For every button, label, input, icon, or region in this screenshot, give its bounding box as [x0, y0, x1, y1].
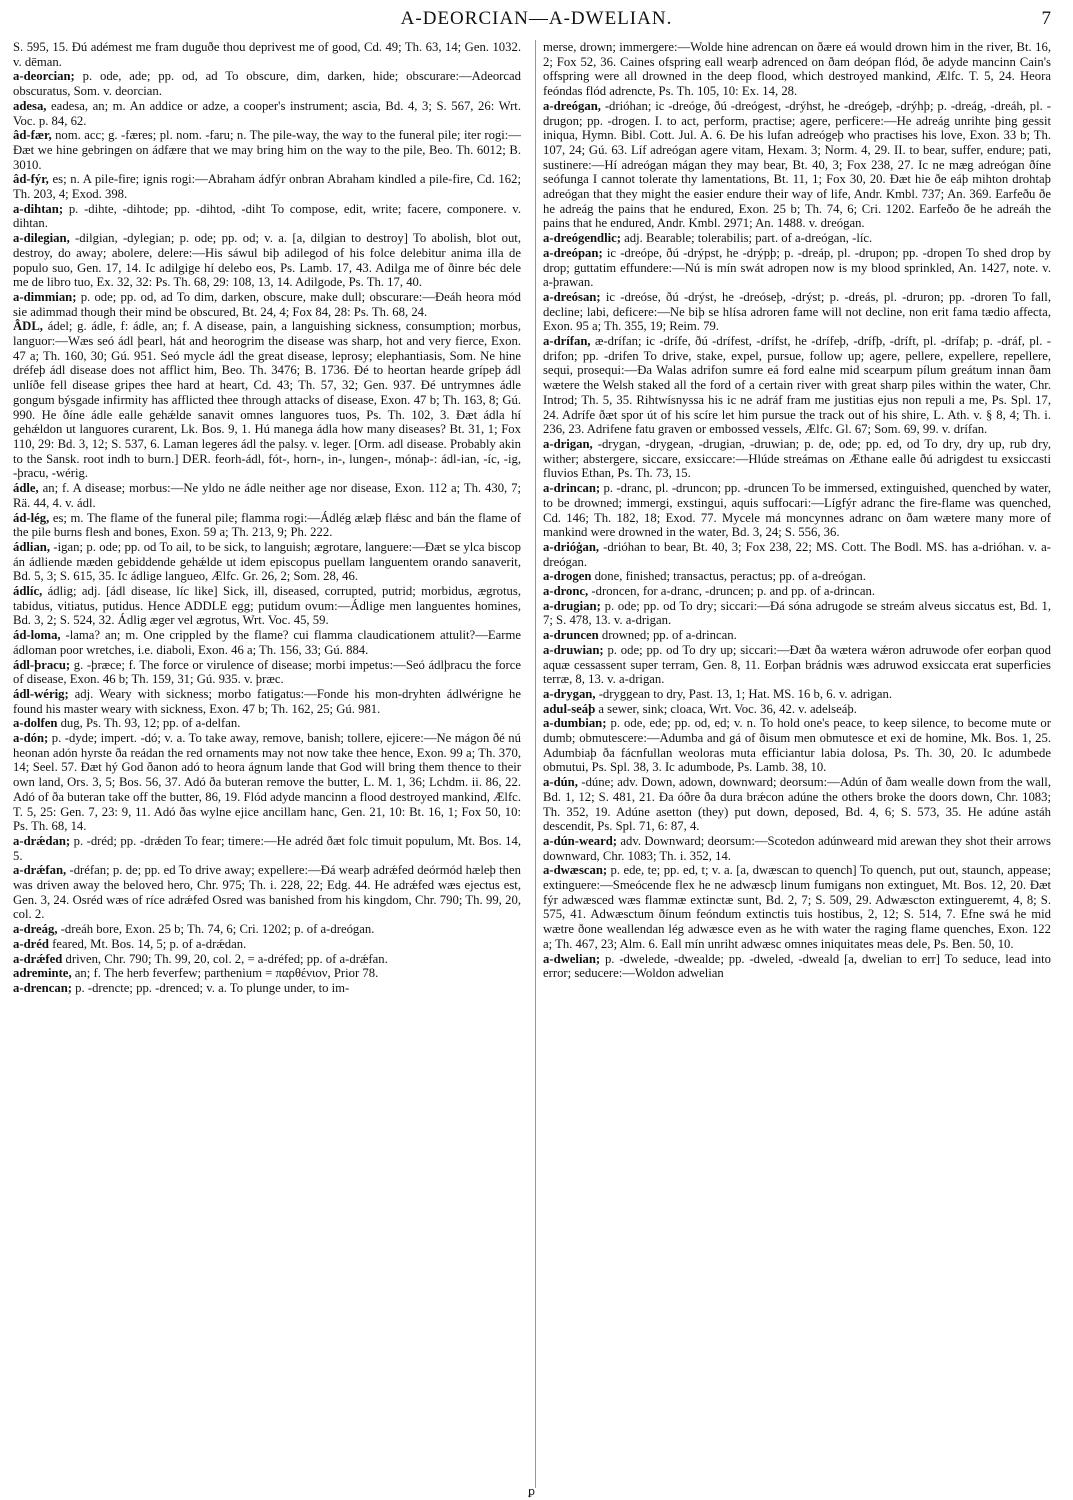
running-title: A-DEORCIAN—A-DWELIAN. [400, 8, 673, 29]
entry-text: -dréfan; p. de; pp. ed To drive away; expellere:—Ðá wearþ adrǽfed deórmód hæleþ then was driven away the beloved hero, Chr. 975; Th. i. 228, 22; Edg. 44. He adrǽfed wæs ejectus est, Gen. 3, 24. Osréd wæs of ríce adrǽfed Osred was banished from his kingdom, Chr. 790; Th. 99, 20, col. 2. [13, 863, 521, 922]
dictionary-entry [13, 937, 521, 952]
entry-text: -drióhan; ic -dreóge, ðú -dreógest, -drýhst, he -dreógeþ, -drýhþ; p. -dreág, -dreáh, pl. -drugon; pp. -drogen. I. to act, perform, practise; agere, perficere:—He adreág unrihte þing gessit iniqua, Hymn. Bibl. Cott. Jul. A. 6. Ðe his lufan adreógeþ who practises his love, Exon. 33 b; Th. 107, 24; Gú. 63. Líf adreógan agere vitam, Hexam. 3; Norm. 4, 29. II. to bear, suffer, endure; pati, sustinere:—Hí adreógan mágan they may bear, Bt. 40, 3; Fox 238, 27. Ic ne mæg adreógan ðíne seófunga I cannot tolerate thy lamentations, Bt. 11, 1; Fox 30, 20. Ðæt hie ðe eáþ mihton drohtaþ adreógan that they might the easier endure their way of life, Andr. Kmbl. 737; An. 369. Earfeðu ðe he adreág the pains that he endured, Exon. 25 b; Th. 74, 6; Cri. 1202. Earfeðo ðe he adreáh the pains that he endured, Andr. Kmbl. 2971; An. 1488. v. dreógan. [543, 98, 1051, 231]
headword: a-dimmian; [13, 289, 77, 304]
dictionary-entry [543, 540, 1051, 569]
dictionary-entry [13, 966, 521, 981]
headword: adreminte, [13, 966, 72, 981]
page-header [0, 8, 1073, 38]
entry-text: done, finished; transactus, peractus; pp. of a-dreógan. [591, 569, 866, 584]
headword: a-drǽfan, [13, 863, 67, 878]
entry-text: an; f. A disease; morbus:—Ne yldo ne ádle neither age nor disease, Exon. 112 a; Th. 430, 7; Rä. 44, 4. v. ádl. [13, 481, 521, 510]
headword: a-dolfen [13, 716, 58, 731]
entry-text: g. -þræce; f. The force or virulence of disease; morbi impetus:—Seó ádlþracu the force of disease, Exon. 46 b; Th. 159, 31; Gú. 935. v. þræc. [13, 657, 521, 687]
entry-text: adv. Downward; deorsum:—Scotedon adúnweard mid arewan they shot their arrows downward, Chr. 1083; Th. i. 352, 14. [543, 833, 1051, 863]
entry-text: p. -dwelede, -dwealde; pp. -dweled, -dweald [a, dwelian to err] To seduce, lead into error; seducere:—Woldon adwelian [543, 951, 1051, 981]
headword: a-dreógan, [543, 98, 601, 113]
entry-text: ádel; g. ádle, f: ádle, an; f. A disease, pain, a languishing sickness, consumption; morbus, languor:—Wæs seó ádl þearl, hát and heorogrim the disease was sharp, hot and very fierce, Exon. 47 a; Th. 160, 30; Gú. 951. Seó mycle ádl the great disease, leprosy; elephantiasis, Som. Ne hine dréfeþ ádl disease does not afflict him, Beo. Th. 3476; B. 1736. Ðé to heortan hearde grípeþ ádl unlíðe fell disease gripes thee hard at heart, Cd. 43; Th. 57, 32; Gen. 937. Ðé untrymnes ádle gongum býsgade infirmity has afflicted thee through attacks of disease, Exon. 47 b; Th. 163, 8; Gú. 990. He ðíne ádle ealle gehǽlde sanavit omnes languores tuos, Ps. Th. 102, 3. Ðæt ádla hí gehǽldon ut languores curarent, Lk. Bos. 9, 1. Hú manega ádla how many diseases? Bt. 31, 1; Fox 110, 29: Bd. 3, 12; S. 537, 6. Laman legeres ádl the palsy. v. leger. [Orm. adl disease. Probably akin to the Sansk. root indh to burn.] DER. feorh-ádl, fót-, horn-, in-, lungen-, mónaþ-: ádl-ian, -íc, -ig, -þracu, -wérig. [13, 319, 521, 481]
dictionary-entry [13, 716, 521, 731]
dictionary-entry [543, 863, 1051, 951]
entry-text: -dryggean to dry, Past. 13, 1; Hat. MS. 16 b, 6. v. adrigan. [595, 686, 892, 701]
headword: a-dón; [13, 731, 49, 746]
entry-text: ádlig; adj. [ádl disease, líc like] Sick, ill, diseased, corrupted, putrid; morbidus, ægrotus, tabidus, vitiatus, putidus. Hence ADDLE egg; putidum ovum:—Ádlige men languentes homines, Bd. 3, 2; S. 524, 32. Ádlig æger vel ægrotus, Wrt. Voc. 45, 59. [13, 584, 521, 628]
headword: a-drogen [543, 569, 592, 584]
entry-text: p. ode; pp. od, ad To dim, darken, obscure, make dull; obscurare:—Ðeáh heora mód sie adimmad though their mind be obscured, Bt. 24, 4; Fox 84, 28: Ps. Th. 68, 24. [13, 289, 521, 319]
entry-text: driven, Chr. 790; Th. 99, 20, col. 2, = a-dréfed; pp. of a-drǽfan. [62, 951, 388, 966]
entry-text: -drióhan to bear, Bt. 40, 3; Fox 238, 22; MS. Cott. The Bodl. MS. has a-drióhan. v. a-dreógan. [543, 539, 1051, 569]
entry-text: feared, Mt. Bos. 14, 5; p. of a-drǽdan. [48, 936, 247, 951]
entry-text: p. -drencte; pp. -drenced; v. a. To plunge under, to im- [71, 981, 350, 995]
dictionary-entry [13, 69, 521, 98]
dictionary-entry [543, 628, 1051, 643]
dictionary-entry [13, 231, 521, 290]
dictionary-entry [543, 834, 1051, 863]
dictionary-entry [13, 922, 521, 937]
entry-text: -dreáh bore, Exon. 25 b; Th. 74, 6; Cri. 1202; p. of a-dreógan. [57, 922, 375, 937]
headword: a-dún-weard; [543, 833, 618, 848]
dictionary-entry [13, 628, 521, 657]
entry-text: -droncen, for a-dranc, -druncen; p. and pp. of a-drincan. [588, 584, 875, 599]
dictionary-entry [543, 643, 1051, 687]
headword: ád-loma, [13, 628, 61, 643]
headword: a-dumbian; [543, 716, 607, 731]
headword: ádle, [13, 481, 39, 496]
headword: a-dún, [543, 775, 578, 790]
headword: a-dréd [13, 936, 49, 951]
entry-text: p. ode; pp. od To dry up; siccari:—Ðæt ða wætera wǽron adruwode ofer eorþan quod aquæ cessassent super terram, Gen. 8, 11. Eorþan brádnis wæs adruwod exsiccata erat superficies terræ, 8, 13. v. a-drigan. [543, 642, 1051, 687]
dictionary-entry [13, 319, 521, 481]
entry-text: es; m. The flame of the funeral pile; flamma rogi:—Ádlég ælæþ flǽsc and bán the flame of the pile burns flesh and bones, Exon. 59 a; Th. 213, 9; Ph. 222. [13, 510, 521, 540]
dictionary-entry [543, 40, 1051, 99]
dictionary-entry [13, 863, 521, 922]
entry-text: p. -dyde; impert. -dó; v. a. To take away, remove, banish; tollere, ejicere:—Ne mágon ðé nú heonan adón hyrste ða reádan the red ornaments may not now take thee hence, Exon. 99 a; Th. 370, 14; Seel. 57. Ðæt hý God ðanon adó to heora ágnum lande that God will bring them thence to their own land, Ors. 3, 5; Bos. 56, 37. Adó ða buteran remove the butter, L. M. 1, 36; Lchdm. ii. 86, 22. Adó of ða buteran take off the butter, 86, 19. Flód adyde mancinn a flood destroyed mankind, Ælfc. T. 5, 25: Gen. 7, 23: 9, 11. Adó ðas wylne ejice ancillam hanc, Gen. 21, 10: Bt. 16, 1; Fox 50, 10: Ps. Th. 68, 14. [13, 731, 521, 834]
entry-text: a sewer, sink; cloaca, Wrt. Voc. 36, 42. v. adelseáþ. [595, 701, 857, 716]
headword: a-dronc, [543, 584, 589, 599]
dictionary-entry [13, 202, 521, 231]
headword: a-dreósan; [543, 289, 601, 304]
headword: a-drincan; [543, 481, 601, 496]
headword: ádl-wérig; [13, 686, 69, 701]
dictionary-entry [13, 658, 521, 687]
headword: ád-lég, [13, 510, 50, 525]
entry-text: æ-drífan; ic -drífe, ðú -drífest, -drífst, he -drífeþ, -drífþ, -dríft, pl. -drífaþ; p. -dráf, pl. -drifon; pp. -drifen To drive, stake, expel, pursue, follow up; agere, pellere, expellere, repellere, sequi, prosequi:—Ða Walas adrifon sumre eá ford ealne mid scearpum pílum greátum innan ðam wætere the Welsh staked all the ford of a certain river with great sharp piles within the water, Chr. Introd; Th. 5, 35. Rihtwísnyssa his ic ne adráf fram me justitias ejus non repuli a me, Ps. Spl. 17, 24. Adrífe ðæt spor út of his scíre let him pursue the track out of his shire, L. Ath. v. § 8, 4; Th. i. 236, 23. Adrifene fatu graven or embossed vessels, Ælfc. Gl. 67; Som. 69, 99. v. drífan. [543, 334, 1051, 437]
entry-text: ic -dreópe, ðú -drýpst, he -drýpþ; p. -dreáp, pl. -drupon; pp. -dropen To shed drop by drop; guttatim effundere:—Nú is mín swát adropen now is my blood sprinkled, An. 1427, note. v. a-þrawan. [543, 245, 1051, 290]
dictionary-entry [543, 569, 1051, 584]
entry-text: adj. Bearable; tolerabilis; part. of a-dreógan, -líc. [621, 231, 873, 246]
entry-text: adj. Weary with sickness; morbo fatigatus:—Fonde his mon-dryhten ádlwérigne he found his master weary with sickness, Exon. 47 b; Th. 162, 25; Gú. 981. [13, 686, 521, 716]
dictionary-entry [543, 775, 1051, 834]
entry-text: an; f. The herb feverfew; parthenium = παρθένιον, Prior 78. [71, 966, 379, 981]
dictionary-entry [543, 334, 1051, 437]
dictionary-entry [543, 231, 1051, 246]
headword: ÂDL, [13, 319, 43, 334]
footer-mark: ꝑ [528, 1486, 535, 1498]
headword: a-drǽdan; [13, 833, 71, 848]
headword: ádl-þracu; [13, 657, 71, 672]
dictionary-entry [13, 99, 521, 128]
entry-text: p. -dihte, -dihtode; pp. -dihtod, -diht To compose, edit, write; facere, componere. v. dihtan. [13, 201, 521, 231]
entry-text: p. -dréd; pp. -drǽden To fear; timere:—He adréd ðæt folc timuit populum, Mt. Bos. 14, 5. [13, 833, 521, 863]
headword: a-drygan, [543, 686, 596, 701]
entry-text: p. ode, ade; pp. od, ad To obscure, dim, darken, hide; obscurare:—Adeorcad obscuratus, Som. v. deorcian. [13, 69, 521, 99]
dictionary-entry [543, 584, 1051, 599]
left-column [13, 40, 521, 1488]
headword: âd-fýr, [13, 172, 49, 187]
dictionary-entry [543, 599, 1051, 628]
headword: adesa, [13, 98, 47, 113]
entry-text: es; n. A pile-fire; ignis rogi:—Abraham ádfýr onbran Abraham kindled a pile-fire, Cd. 162; Th. 203, 4; Exod. 398. [13, 172, 521, 202]
dictionary-entry [13, 481, 521, 510]
dictionary-entry [13, 834, 521, 863]
headword: a-drugian; [543, 598, 601, 613]
entry-text: drowned; pp. of a-drincan. [598, 628, 737, 643]
headword: a-drencan; [13, 981, 72, 995]
dictionary-entry [543, 437, 1051, 481]
entry-text: -lama? an; m. One crippled by the flame? cui flamma claudicationem attulit?—Earme ádloman poor wretches, i.e. diaboli, Exon. 46 a; Th. 156, 33; Gú. 884. [13, 628, 521, 657]
headword: a-dwelian; [543, 951, 601, 966]
dictionary-entry [13, 290, 521, 319]
dictionary-entry [13, 981, 521, 996]
headword: a-dreógendlic; [543, 231, 621, 246]
dictionary-entry [543, 716, 1051, 775]
headword: a-dreópan; [543, 245, 603, 260]
dictionary-entry [13, 172, 521, 201]
headword: a-dilegian, [13, 231, 70, 246]
entry-text: -drygan, -drygean, -drugian, -druwian; p. de, ode; pp. ed, od To dry, dry up, rub dry, wither; abstergere, siccare, exsiccare:—Hlúde streámas on Æthane ealle ðú adrigdest tu exsiccasti fluvios Ethan, Ps. Th. 73, 15. [543, 436, 1051, 481]
entry-text: -dilgian, -dylegian; p. ode; pp. od; v. a. [a, dilgian to destroy] To abolish, blot out, destroy, do away; abolere, delere:—His sáwul biþ adilegod of his folce delebitur anima illa de populo suo, Gen. 17, 14. Ic adilgige hí delebo eos, Ps. Lamb. 17, 43. Adilga me of ðinre béc dele me de libro tuo, Ex. 32, 32: Ps. Th. 68, 29: 108, 13, 14. Adilgode, Ps. Th. 17, 40. [13, 231, 521, 290]
headword: adul-seáþ [543, 701, 596, 716]
headword: a-druwian; [543, 642, 604, 657]
dictionary-entry [543, 952, 1051, 981]
dictionary-entry [13, 687, 521, 716]
dictionary-entry [543, 687, 1051, 702]
headword: a-drífan, [543, 334, 591, 349]
headword: ádlíc, [13, 584, 43, 599]
entry-text: ic -dreóse, ðú -drýst, he -dreóseþ, -drýst; p. -dreás, pl. -druron; pp. -droren To fall, decline; labi, deficere:—Ne biþ se hlísa adroren fame will not decline, non erit fama tædio affecta, Exon. 95 a; Th. 355, 19; Reim. 79. [543, 289, 1051, 334]
dictionary-entry [543, 702, 1051, 717]
headword: a-drióġan, [543, 539, 600, 554]
headword: a-deorcian; [13, 69, 75, 84]
right-column [543, 40, 1051, 1488]
dictionary-entry [543, 481, 1051, 540]
dictionary-entry [13, 540, 521, 584]
entry-text: nom. acc; g. -færes; pl. nom. -faru; n. The pile-way, the way to the funeral pile; iter rogi:—Ðæt we hine gebringen on ádfære that we may bring him on the way to the pile, Beo. Th. 6012; B. 3010. [13, 128, 521, 172]
headword: âd-fær, [13, 128, 52, 143]
dictionary-entry [13, 584, 521, 628]
entry-text: p. -dranc, pl. -druncon; pp. -druncen To be immersed, extinguished, quenched by water, to be drowned; immergi, exstingui, aquis suffocari:—Lígfýr adranc the fire-flame was quenched, Cd. 146; Th. 182, 18; Exod. 77. Mycele má moncynnes adranc on ðam wætere many more of mankind were drowned in the water, Bd. 3, 24; S. 556, 36. [543, 481, 1051, 540]
entry-text: -igan; p. ode; pp. od To ail, to be sick, to languish; ægrotare, languere:—Ðæt se ylca biscop án ádliende mæden gebiddende gehǽlde ut idem episcopus puellam languentem orando sanaverit, Bd. 5, 3; S. 615, 35. Ic ádlige langueo, Ælfc. Gr. 26, 2; Som. 28, 46. [13, 539, 521, 584]
entry-text: merse, drown; immergere:—Wolde hine adrencan on ðære eá would drown him in the river, Bt. 16, 2; Fox 52, 36. Caines ofspring eall wearþ adrenced on ðam deópan flód, ðe adyde mancinn Cain's offspring were all drowned in the deep flood, which destroyed mankind, Ælfc. T. 5, 24. Heora feóndas flód adrencte, Ps. Th. 105, 10: Ex. 14, 28. [543, 40, 1051, 99]
entry-text: p. ode, ede; pp. od, ed; v. n. To hold one's peace, to keep silence, to become mute or dumb; obmutescere:—Adumba and gá of ðisum men obmutesce et exi de homine, Mk. Bos. 1, 25. Adumbiaþ ða fácnfullan weoloras muta efficiantur labia dolosa, Ps. Th. 30, 20. Ic adumbede obmutui, Ps. Spl. 38, 3. Ic adumbode, Ps. Lamb. 38, 10. [543, 716, 1051, 775]
dictionary-entry [13, 731, 521, 834]
dictionary-entry [13, 40, 521, 69]
entry-text: eadesa, an; m. An addice or adze, a cooper's instrument; ascia, Bd. 4, 3; S. 567, 26: Wrt. Voc. p. 84, 62. [13, 98, 521, 128]
dictionary-entry [13, 128, 521, 172]
entry-text: p. ode; pp. od To dry; siccari:—Ðá sóna adrugode se streám alveus siccatus est, Bd. 1, 7; S. 478, 13. v. a-drigan. [543, 598, 1051, 628]
dictionary-entry [543, 290, 1051, 334]
column-divider [535, 40, 536, 1488]
dictionary-entry [543, 99, 1051, 231]
dictionary-entry [13, 511, 521, 540]
entry-text: p. ede, te; pp. ed, t; v. a. [a, dwæscan to quench] To quench, put out, staunch, appease; extinguere:—Smeócende flex he ne adwæscþ linum fumigans non extinguet, Mt. Bos. 12, 20. Ðæt fýr adwæsced wæs flammæ extinctæ sunt, Bd. 2, 7; S. 509, 29. Adwæscton extingueremt, 4, 8; S. 575, 41. Adwæsctum ðínum feóndum extinctis tuis hostibus, 2, 12; S. 514, 7. Efne swá he mid wætre ðone weallendan lég adwæsce even as he with water the raging flame quenches, Exon. 122 a; Th. 467, 23; Alm. 6. Eall mín unriht adwæsc omnes iniquitates meas dele, Ps. Ben. 50, 10. [543, 863, 1051, 951]
headword: a-drǽfed [13, 951, 63, 966]
headword: a-dihtan; [13, 201, 64, 216]
entry-text: S. 595, 15. Ðú adémest me fram duguðe thou deprivest me of good, Cd. 49; Th. 63, 14; Gen. 1032. v. dēman. [13, 40, 521, 69]
dictionary-entry [543, 246, 1051, 290]
headword: a-druncen [543, 628, 599, 643]
entry-text: -dúne; adv. Down, adown, downward; deorsum:—Adún of ðam wealle down from the wall, Bd. 1, 12; S. 481, 21. Ða óðre ða dura brǽcon adúne the others broke the doors down, Chr. 1083; Th. 352, 19. Adúne asetton (they) put down, deposed, Bd. 4, 6; S. 573, 35. He adúne astáh descendit, Ps. Spl. 71, 6: 87, 4. [543, 775, 1051, 834]
entry-text: dug, Ps. Th. 93, 12; pp. of a-delfan. [57, 716, 241, 731]
page-number: 7 [1041, 8, 1051, 29]
headword: a-dreág, [13, 922, 58, 937]
headword: ádlian, [13, 539, 51, 554]
dictionary-entry [13, 952, 521, 967]
headword: a-drigan, [543, 436, 593, 451]
headword: a-dwæscan; [543, 863, 608, 878]
